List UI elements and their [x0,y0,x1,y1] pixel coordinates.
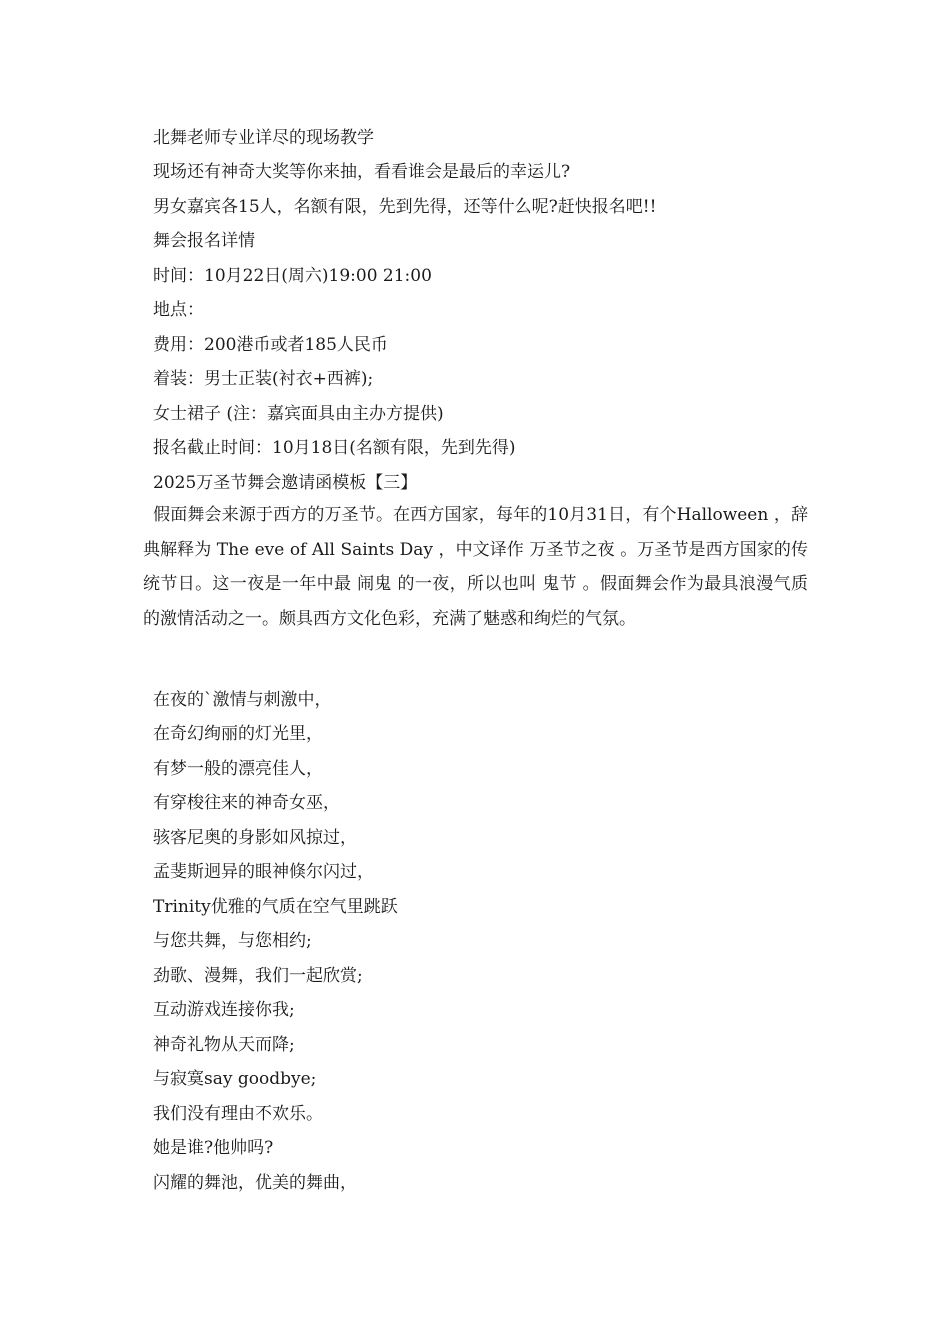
section-heading: 2025万圣节舞会邀请函模板【三】 [153,473,418,493]
text-line: 女士裙子 (注：嘉宾面具由主办方提供) [153,404,444,424]
poem-line: Trinity优雅的气质在空气里跳跃 [153,897,398,917]
poem-line: 我们没有理由不欢乐。 [153,1104,323,1124]
poem-line: 与您共舞，与您相约; [153,931,312,951]
text-line: 报名截止时间：10月18日(名额有限，先到先得) [153,438,516,458]
poem-line: 闪耀的舞池，优美的舞曲， [153,1173,357,1193]
poem-line: 在夜的`激情与刺激中， [153,690,332,710]
text-line: 北舞老师专业详尽的现场教学 [153,128,374,148]
poem-line: 劲歌、漫舞，我们一起欣赏; [153,966,363,986]
body-paragraph [143,498,808,636]
poem-line: 在奇幻绚丽的灯光里， [153,724,323,744]
text-line: 现场还有神奇大奖等你来抽，看看谁会是最后的幸运儿? [153,162,571,182]
poem-line: 有梦一般的漂亮佳人， [153,759,323,779]
poem-line: 有穿梭往来的神奇女巫， [153,793,340,813]
text-line: 着装：男士正装(衬衣+西裤); [153,369,374,389]
poem-line: 神奇礼物从天而降; [153,1035,295,1055]
poem-line: 骇客尼奥的身影如风掠过， [153,828,357,848]
poem-line: 与寂寞say goodbye; [153,1069,317,1089]
text-line: 费用：200港币或者185人民币 [153,335,388,355]
text-line: 地点： [153,300,204,320]
text-line: 舞会报名详情 [153,231,255,251]
paragraph-text: 假面舞会来源于西方的万圣节。在西方国家，每年的10月31日，有个Halloween ，辞典解释为 The eve of All Saints Day ，中文译作 万圣节之夜 。万圣节是西方国家的传统节日。这一夜是一年中最 闹鬼 的一夜，所以也叫 鬼节 。假面舞会作为最具浪漫气质的激情活动之一。颇具西方文化色彩，充满了魅惑和绚烂的气氛。 [143,505,808,629]
text-line: 时间：10月22日(周六)19:00 21:00 [153,266,432,286]
text-line: 男女嘉宾各15人，名额有限，先到先得，还等什么呢?赶快报名吧!! [153,197,657,217]
poem-line: 她是谁?他帅吗? [153,1138,274,1158]
poem-line: 互动游戏连接你我; [153,1000,295,1020]
poem-line: 孟斐斯迥异的眼神倏尔闪过， [153,862,374,882]
